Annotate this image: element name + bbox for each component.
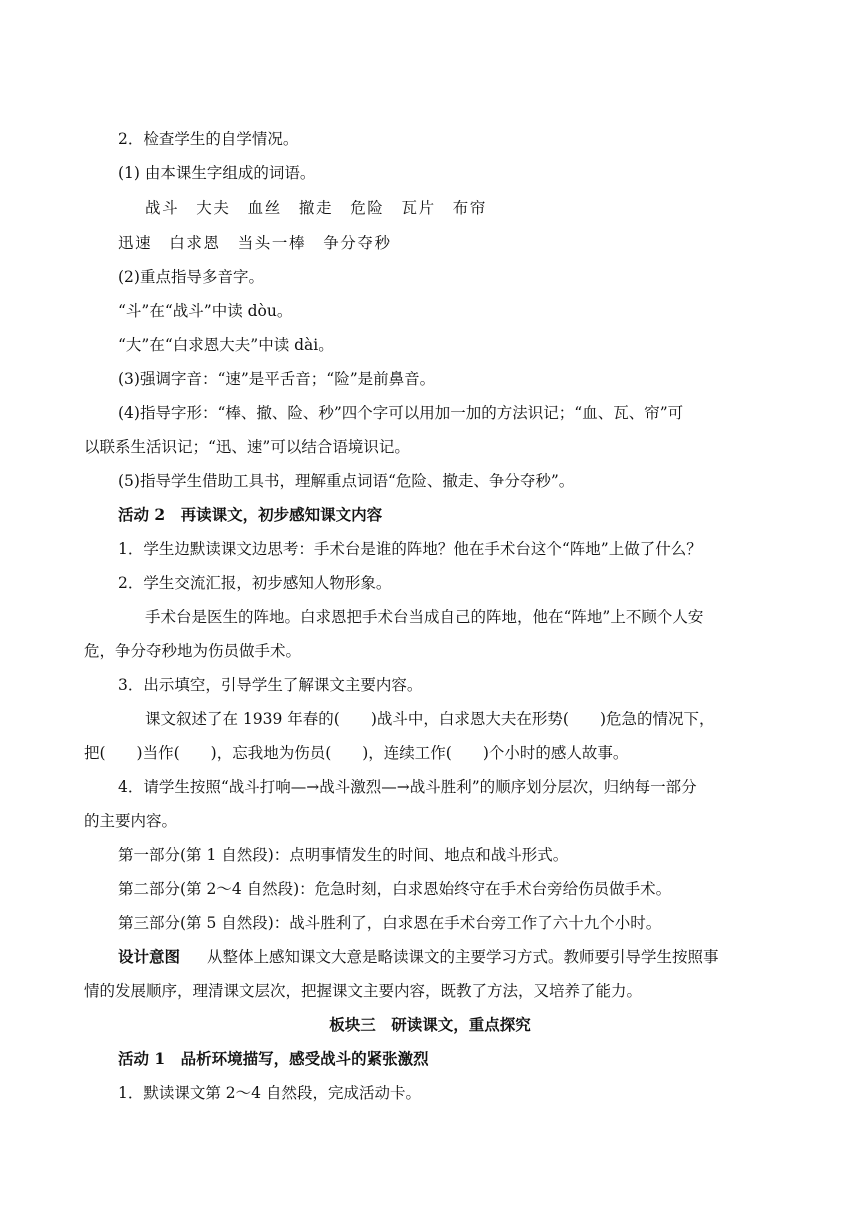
step-item-continuation: 的主要内容。 [84,812,178,830]
part-summary: 第二部分(第 2～4 自然段)：危急时刻，白求恩始终守在手术台旁给伤员做手术。 [118,880,672,898]
step-item: 1．默读课文第 2～4 自然段，完成活动卡。 [118,1084,421,1102]
section-heading: 板块三 研读课文，重点探究 [329,1015,531,1034]
pronunciation-note: “大”在“白求恩大夫”中读 dài。 [118,336,334,354]
fill-in-paragraph-continuation: 把( )当作( )，忘我地为伤员( )，连续工作( )个小时的感人故事。 [84,744,629,762]
sub-item: (5)指导学生借助工具书，理解重点词语“危险、撤走、争分夺秒”。 [118,472,575,490]
design-intent-text: 从整体上感知课文大意是略读课文的主要学习方式。教师要引导学生按照事 [207,948,719,966]
answer-paragraph-continuation: 危，争分夺秒地为伤员做手术。 [84,642,302,660]
step-heading: 2．检查学生的自学情况。 [118,130,299,148]
sub-item: (2)重点指导多音字。 [118,268,264,286]
vocabulary-row-1: 战斗 大夫 血丝 撤走 危险 瓦片 布帘 [145,199,488,217]
sub-item: (1) 由本课生字组成的词语。 [118,164,316,182]
sub-item: (4)指导字形：“棒、撤、险、秒”四个字可以用加一加的方法识记；“血、瓦、帘”可 [118,404,684,422]
part-summary: 第三部分(第 5 自然段)：战斗胜利了，白求恩在手术台旁工作了六十九个小时。 [118,914,662,932]
step-item: 1．学生边默读课文边思考：手术台是谁的阵地？他在手术台这个“阵地”上做了什么？ [118,540,702,558]
step-item: 2．学生交流汇报，初步感知人物形象。 [118,574,392,592]
step-item: 4．请学生按照“战斗打响—→战斗激烈—→战斗胜利”的顺序划分层次，归纳每一部分 [118,778,697,796]
answer-paragraph: 手术台是医生的阵地。白求恩把手术台当成自己的阵地，他在“阵地”上不顾个人安 [145,608,704,626]
sub-item: (3)强调字音：“速”是平舌音；“险”是前鼻音。 [118,370,436,388]
vocabulary-row-2: 迅速 白求恩 当头一棒 争分夺秒 [118,234,392,252]
fill-in-paragraph: 课文叙述了在 1939 年春的( )战斗中，白求恩大夫在形势( )危急的情况下， [145,710,715,728]
part-summary: 第一部分(第 1 自然段)：点明事情发生的时间、地点和战斗形式。 [118,846,569,864]
design-intent-label: 设计意图 [118,947,181,966]
sub-item-continuation: 以联系生活识记；“迅、速”可以结合语境识记。 [84,438,410,456]
design-intent-continuation: 情的发展顺序，理清课文层次，把握课文主要内容，既教了方法，又培养了能力。 [84,982,643,1000]
step-item: 3．出示填空，引导学生了解课文主要内容。 [118,676,423,694]
activity-heading: 活动 2 再读课文，初步感知课文内容 [118,505,383,524]
activity-heading: 活动 1 品析环境描写，感受战斗的紧张激烈 [118,1049,429,1068]
pronunciation-note: “斗”在“战斗”中读 dòu。 [118,302,293,320]
